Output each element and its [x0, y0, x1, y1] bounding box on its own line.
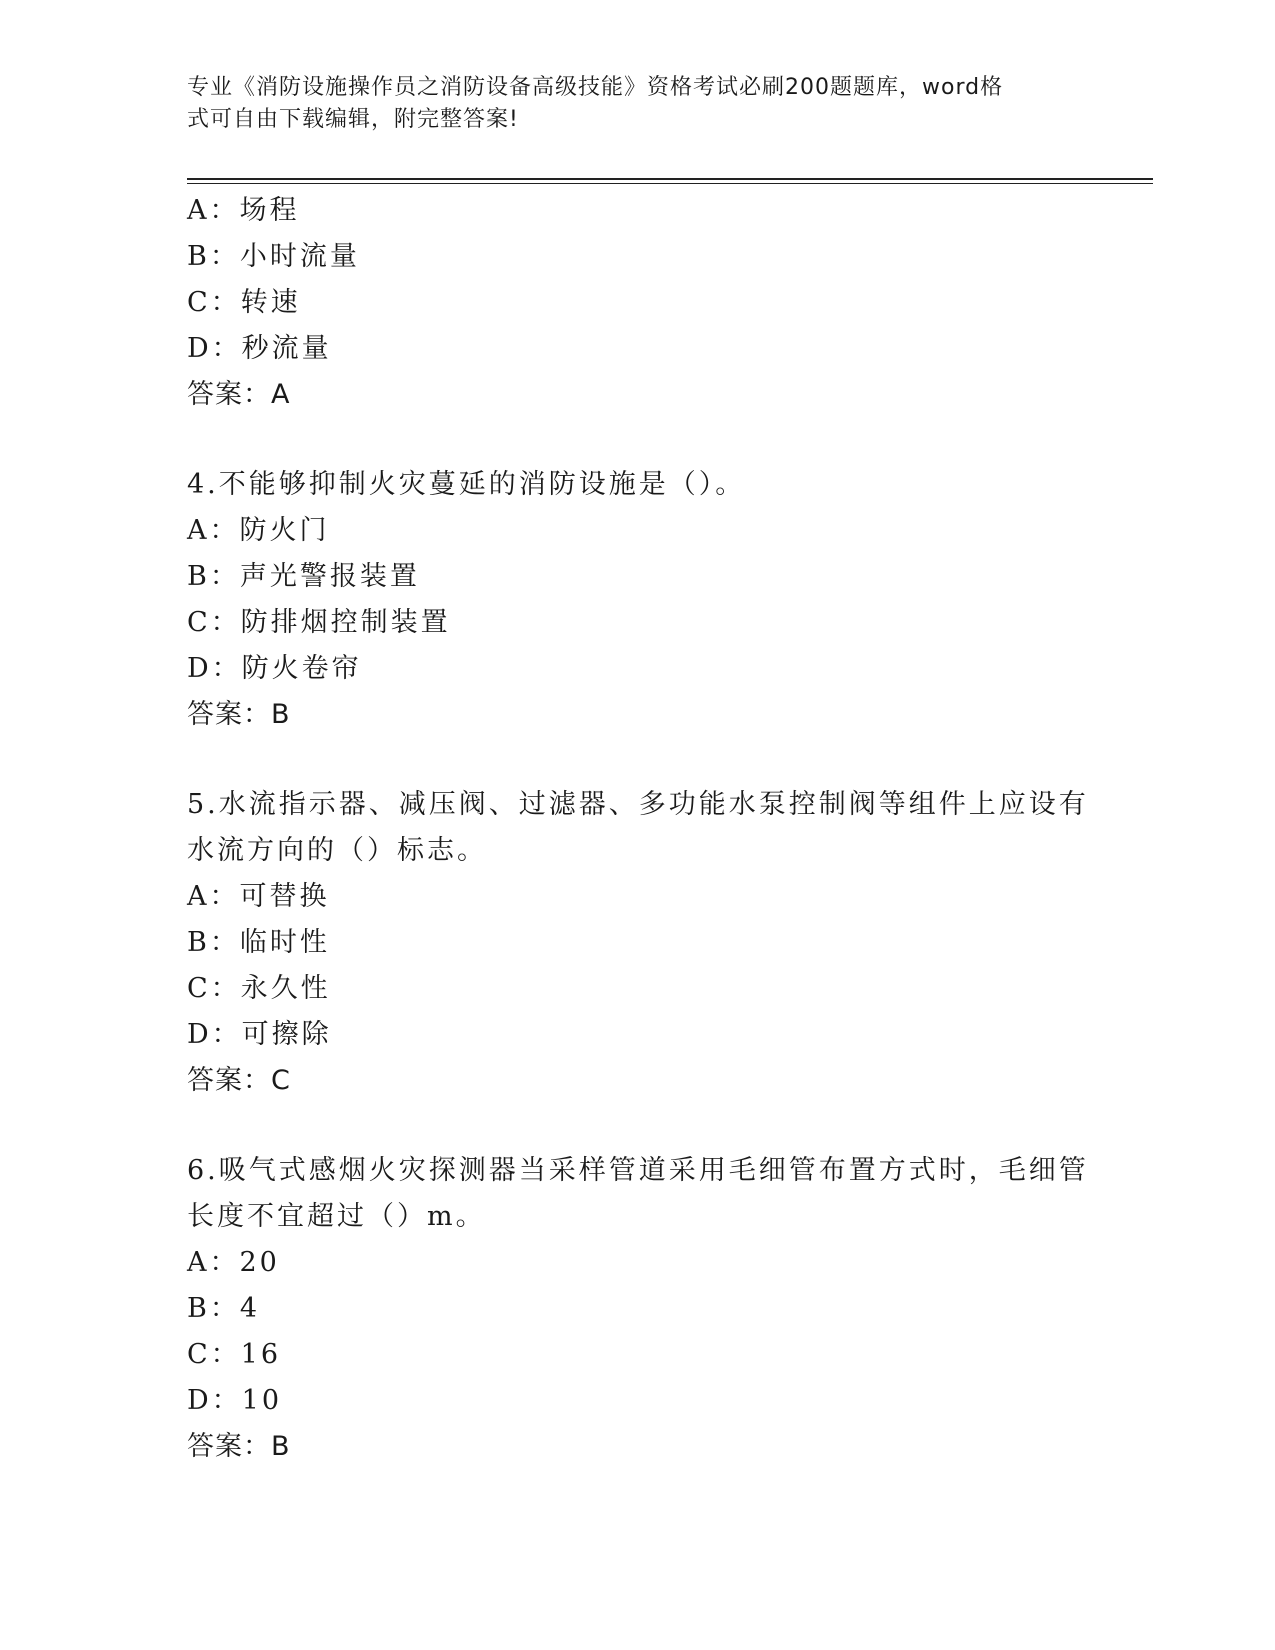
option-b: B：临时性: [187, 927, 330, 958]
question-stem: 6.吸气式感烟火灾探测器当采样管道采用毛细管布置方式时，毛细管: [187, 1155, 1089, 1186]
option-b: B：声光警报装置: [187, 561, 420, 592]
question-6: [187, 1148, 1089, 1470]
option-c: C：永久性: [187, 973, 331, 1004]
question-stem-cont: 长度不宜超过（）m。: [187, 1201, 486, 1232]
option-b: B：小时流量: [187, 241, 360, 272]
option-d: D：10: [187, 1385, 283, 1416]
header-divider-thick: [187, 178, 1153, 180]
document-header: [187, 72, 1067, 136]
option-d: D：可擦除: [187, 1019, 332, 1050]
option-c: C：转速: [187, 287, 301, 318]
option-a: A：场程: [187, 195, 300, 226]
question-stem-cont: 水流方向的（）标志。: [187, 835, 487, 866]
option-c: C：防排烟控制装置: [187, 607, 451, 638]
header-line-2: 式可自由下载编辑，附完整答案!: [187, 107, 519, 132]
question-3: [187, 188, 1067, 418]
option-a: A：20: [187, 1247, 280, 1278]
answer: 答案：A: [187, 379, 291, 410]
option-c: C：16: [187, 1339, 282, 1370]
answer: 答案：B: [187, 1431, 291, 1462]
question-stem: 4.不能够抑制火灾蔓延的消防设施是（）。: [187, 469, 746, 500]
answer: 答案：B: [187, 699, 291, 730]
header-line-1: 专业《消防设施操作员之消防设备高级技能》资格考试必刷200题题库，word格: [187, 75, 1004, 100]
header-divider-thin: [187, 183, 1153, 184]
answer: 答案：C: [187, 1065, 291, 1096]
question-4: [187, 462, 1067, 738]
question-5: [187, 782, 1089, 1104]
option-a: A：防火门: [187, 515, 330, 546]
option-d: D：防火卷帘: [187, 653, 362, 684]
question-list: [187, 188, 1089, 1470]
option-a: A：可替换: [187, 881, 330, 912]
option-d: D：秒流量: [187, 333, 332, 364]
option-b: B：4: [187, 1293, 261, 1324]
question-stem: 5.水流指示器、减压阀、过滤器、多功能水泵控制阀等组件上应设有: [187, 789, 1089, 820]
